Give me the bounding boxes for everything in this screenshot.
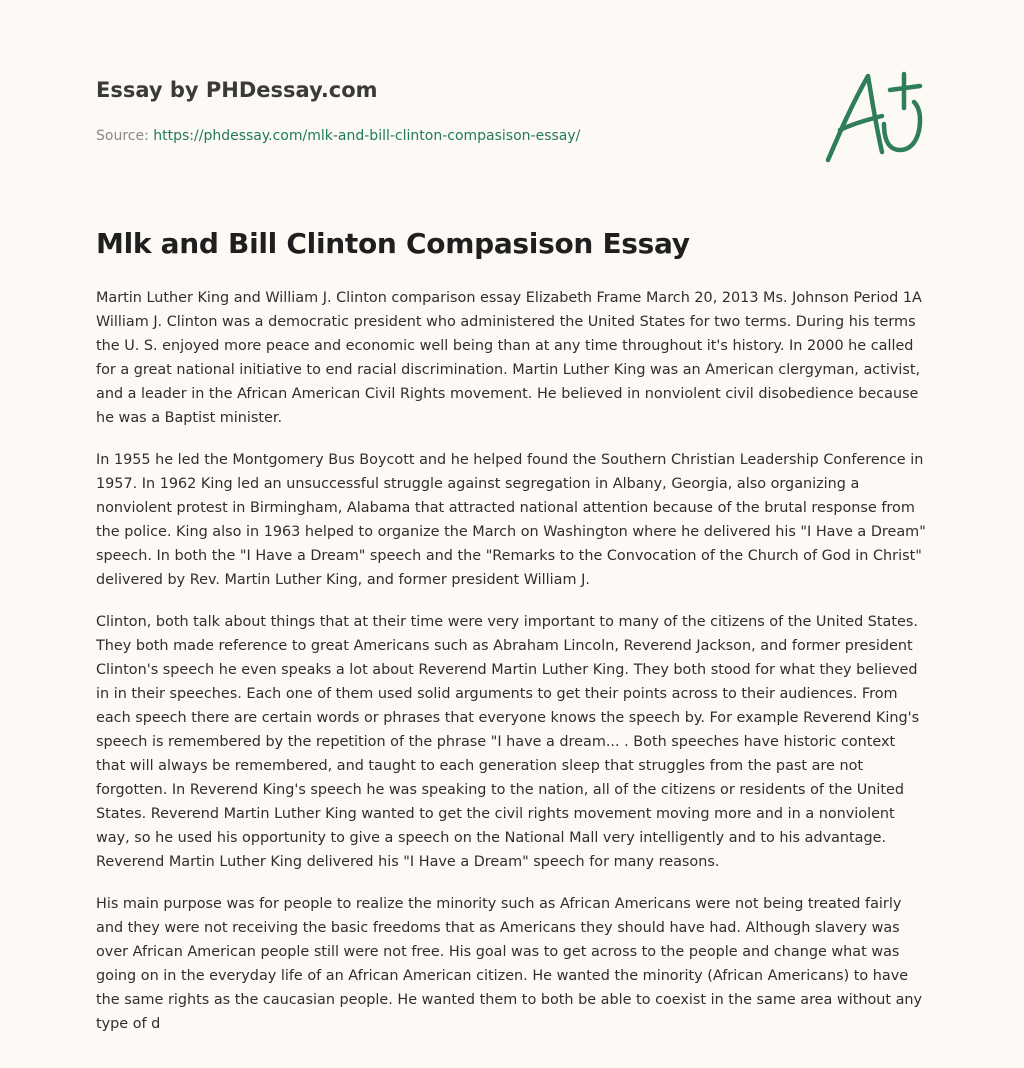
source-link[interactable]: https://phdessay.com/mlk-and-bill-clinton-compasison-essay/	[153, 128, 581, 144]
essay-title: Mlk and Bill Clinton Compasison Essay	[96, 227, 690, 260]
brand-title: Essay by PHDessay.com	[96, 78, 378, 102]
essay-body	[96, 286, 928, 1054]
essay-paragraph: Clinton, both talk about things that at their time were very important to many of the citizens of the United States. They both made reference to great Americans such as Abraham Lincoln, Reverend Jackson, and former president Clinton's speech he even speaks a lot about Reverend Martin Luther King. They both stood for what they believed in in their speeches. Each one of them used solid arguments to get their points across to their audiences. From each speech there are certain words or phrases that everyone knows the speech by. For example Reverend King's speech is remembered by the repetition of the phrase "I have a dream... . Both speeches have historic context that will always be remembered, and taught to each generation sleep that struggles from the past are not forgotten. In Reverend King's speech he was speaking to the nation, all of the citizens or residents of the United States. Reverend Martin Luther King wanted to get the civil rights movement moving more and in a nonviolent way, so he used his opportunity to give a speech on the National Mall very intelligently and to his advantage. Reverend Martin Luther King delivered his "I Have a Dream" speech for many reasons.	[96, 614, 920, 870]
source-label: Source:	[96, 128, 149, 144]
a-plus-grade-icon	[822, 66, 930, 166]
source-line	[96, 126, 796, 146]
essay-paragraph: Martin Luther King and William J. Clinton comparison essay Elizabeth Frame March 20, 2013 Ms. Johnson Period 1A William J. Clinton was a democratic president who administered the United States for two terms. During his terms the U. S. enjoyed more peace and economic well being than at any time throughout it's history. In 2000 he called for a great national initiative to end racial discrimination. Martin Luther King was an American clergyman, activist, and a leader in the African American Civil Rights movement. He believed in nonviolent civil disobedience because he was a Baptist minister.	[96, 290, 922, 426]
essay-paragraph: In 1955 he led the Montgomery Bus Boycott and he helped found the Southern Christian Leadership Conference in 1957. In 1962 King led an unsuccessful struggle against segregation in Albany, Georgia, also organizing a nonviolent protest in Birmingham, Alabama that attracted national attention because of the brutal response from the police. King also in 1963 helped to organize the March on Washington where he delivered his "I Have a Dream" speech. In both the "I Have a Dream" speech and the "Remarks to the Convocation of the Church of God in Christ" delivered by Rev. Martin Luther King, and former president William J.	[96, 452, 926, 588]
essay-paragraph: His main purpose was for people to realize the minority such as African Americans were not being treated fairly and they were not receiving the basic freedoms that as Americans they should have had. Although slavery was over African American people still were not free. His goal was to get across to the people and change what was going on in the everyday life of an African American citizen. He wanted the minority (African Americans) to have the same rights as the caucasian people. He wanted them to both be able to coexist in the same area without any type of d	[96, 896, 923, 1032]
site-header	[96, 76, 796, 146]
